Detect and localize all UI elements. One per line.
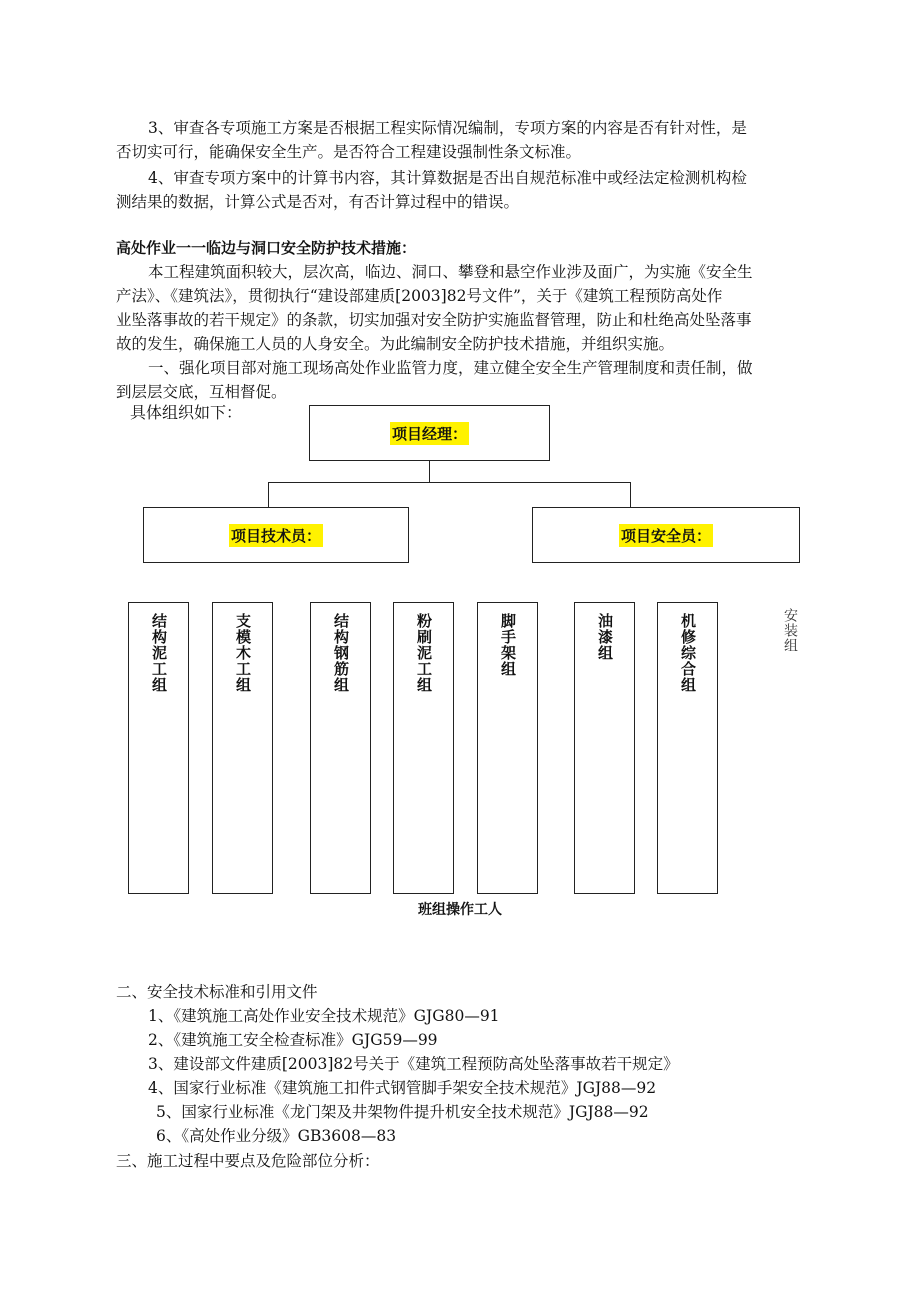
intro-line1: 本工程建筑面积较大，层次高，临边、洞口、攀登和悬空作业涉及面广，为实施《安全生 xyxy=(148,263,753,281)
group-label: 粉刷泥工组 xyxy=(415,613,433,693)
group-label: 脚手架组 xyxy=(499,613,517,677)
review-item-3-line2: 否切实可行，能确保安全生产。是否符合工程建设强制性条文标准。 xyxy=(116,143,582,161)
standards-item: 6、《高处作业分级》GB3608—83 xyxy=(156,1127,397,1145)
group-box xyxy=(477,602,538,894)
review-item-4-line2: 测结果的数据，计算公式是否对，有否计算过程中的错误。 xyxy=(116,193,520,211)
group-label: 结构钢筋组 xyxy=(332,613,350,693)
install-group-label: 安装组 xyxy=(782,608,798,653)
org-intro: 具体组织如下： xyxy=(130,403,243,422)
group-label: 油漆组 xyxy=(596,613,614,661)
point1-line2: 到层层交底，互相督促。 xyxy=(116,383,287,401)
connector-line xyxy=(268,482,269,507)
standards-item: 2、《建筑施工安全检查标准》GJG59—99 xyxy=(148,1031,438,1049)
tech-box xyxy=(143,507,409,563)
intro-line3: 业坠落事故的若干规定》的条款，切实加强对安全防护实施监督管理，防止和杜绝高处坠落事 xyxy=(116,311,752,329)
manager-label: 项目经理： xyxy=(390,422,469,445)
section-heading: 高处作业一一临边与洞口安全防护技术措施： xyxy=(116,239,417,257)
safety-label: 项目安全员： xyxy=(619,524,713,547)
group-box xyxy=(212,602,273,894)
point1-line1: 一、强化项目部对施工现场高处作业监管力度，建立健全安全生产管理制度和责任制，做 xyxy=(148,359,753,377)
standards-item: 3、建设部文件建质[2003]82号关于《建筑工程预防高处坠落事故若干规定》 xyxy=(148,1055,679,1073)
group-label: 支模木工组 xyxy=(234,613,252,693)
group-box xyxy=(393,602,454,894)
workers-caption: 班组操作工人 xyxy=(418,902,502,918)
connector-line xyxy=(630,482,631,507)
group-box xyxy=(310,602,371,894)
tech-label: 项目技术员： xyxy=(229,524,323,547)
safety-box xyxy=(532,507,800,563)
standards-item: 5、国家行业标准《龙门架及井架物件提升机安全技术规范》JGJ88—92 xyxy=(156,1103,649,1121)
group-box xyxy=(657,602,718,894)
standards-heading: 二、安全技术标准和引用文件 xyxy=(116,983,318,1001)
group-label: 机修综合组 xyxy=(679,613,697,693)
intro-line4: 故的发生，确保施工人员的人身安全。为此编制安全防护技术措施，并组织实施。 xyxy=(116,335,675,353)
section3-heading: 三、施工过程中要点及危险部位分析： xyxy=(116,1152,380,1170)
manager-box xyxy=(309,405,550,461)
intro-line2: 产法》、《建筑法》，贯彻执行“建设部建质[2003]82号文件”，关于《建筑工程预防高处作 xyxy=(116,287,723,305)
connector-line xyxy=(268,482,631,483)
group-label: 结构泥工组 xyxy=(150,613,168,693)
review-item-4-line1: 4、审查专项方案中的计算书内容，其计算数据是否出自规范标准中或经法定检测机构检 xyxy=(148,169,747,187)
group-box xyxy=(128,602,189,894)
standards-item: 1、《建筑施工高处作业安全技术规范》GJG80—91 xyxy=(148,1007,500,1025)
group-box xyxy=(574,602,635,894)
standards-item: 4、国家行业标准《建筑施工扣件式钢管脚手架安全技术规范》JGJ88—92 xyxy=(148,1079,657,1097)
review-item-3-line1: 3、审查各专项施工方案是否根据工程实际情况编制，专项方案的内容是否有针对性，是 xyxy=(148,119,747,137)
connector-line xyxy=(429,461,430,483)
